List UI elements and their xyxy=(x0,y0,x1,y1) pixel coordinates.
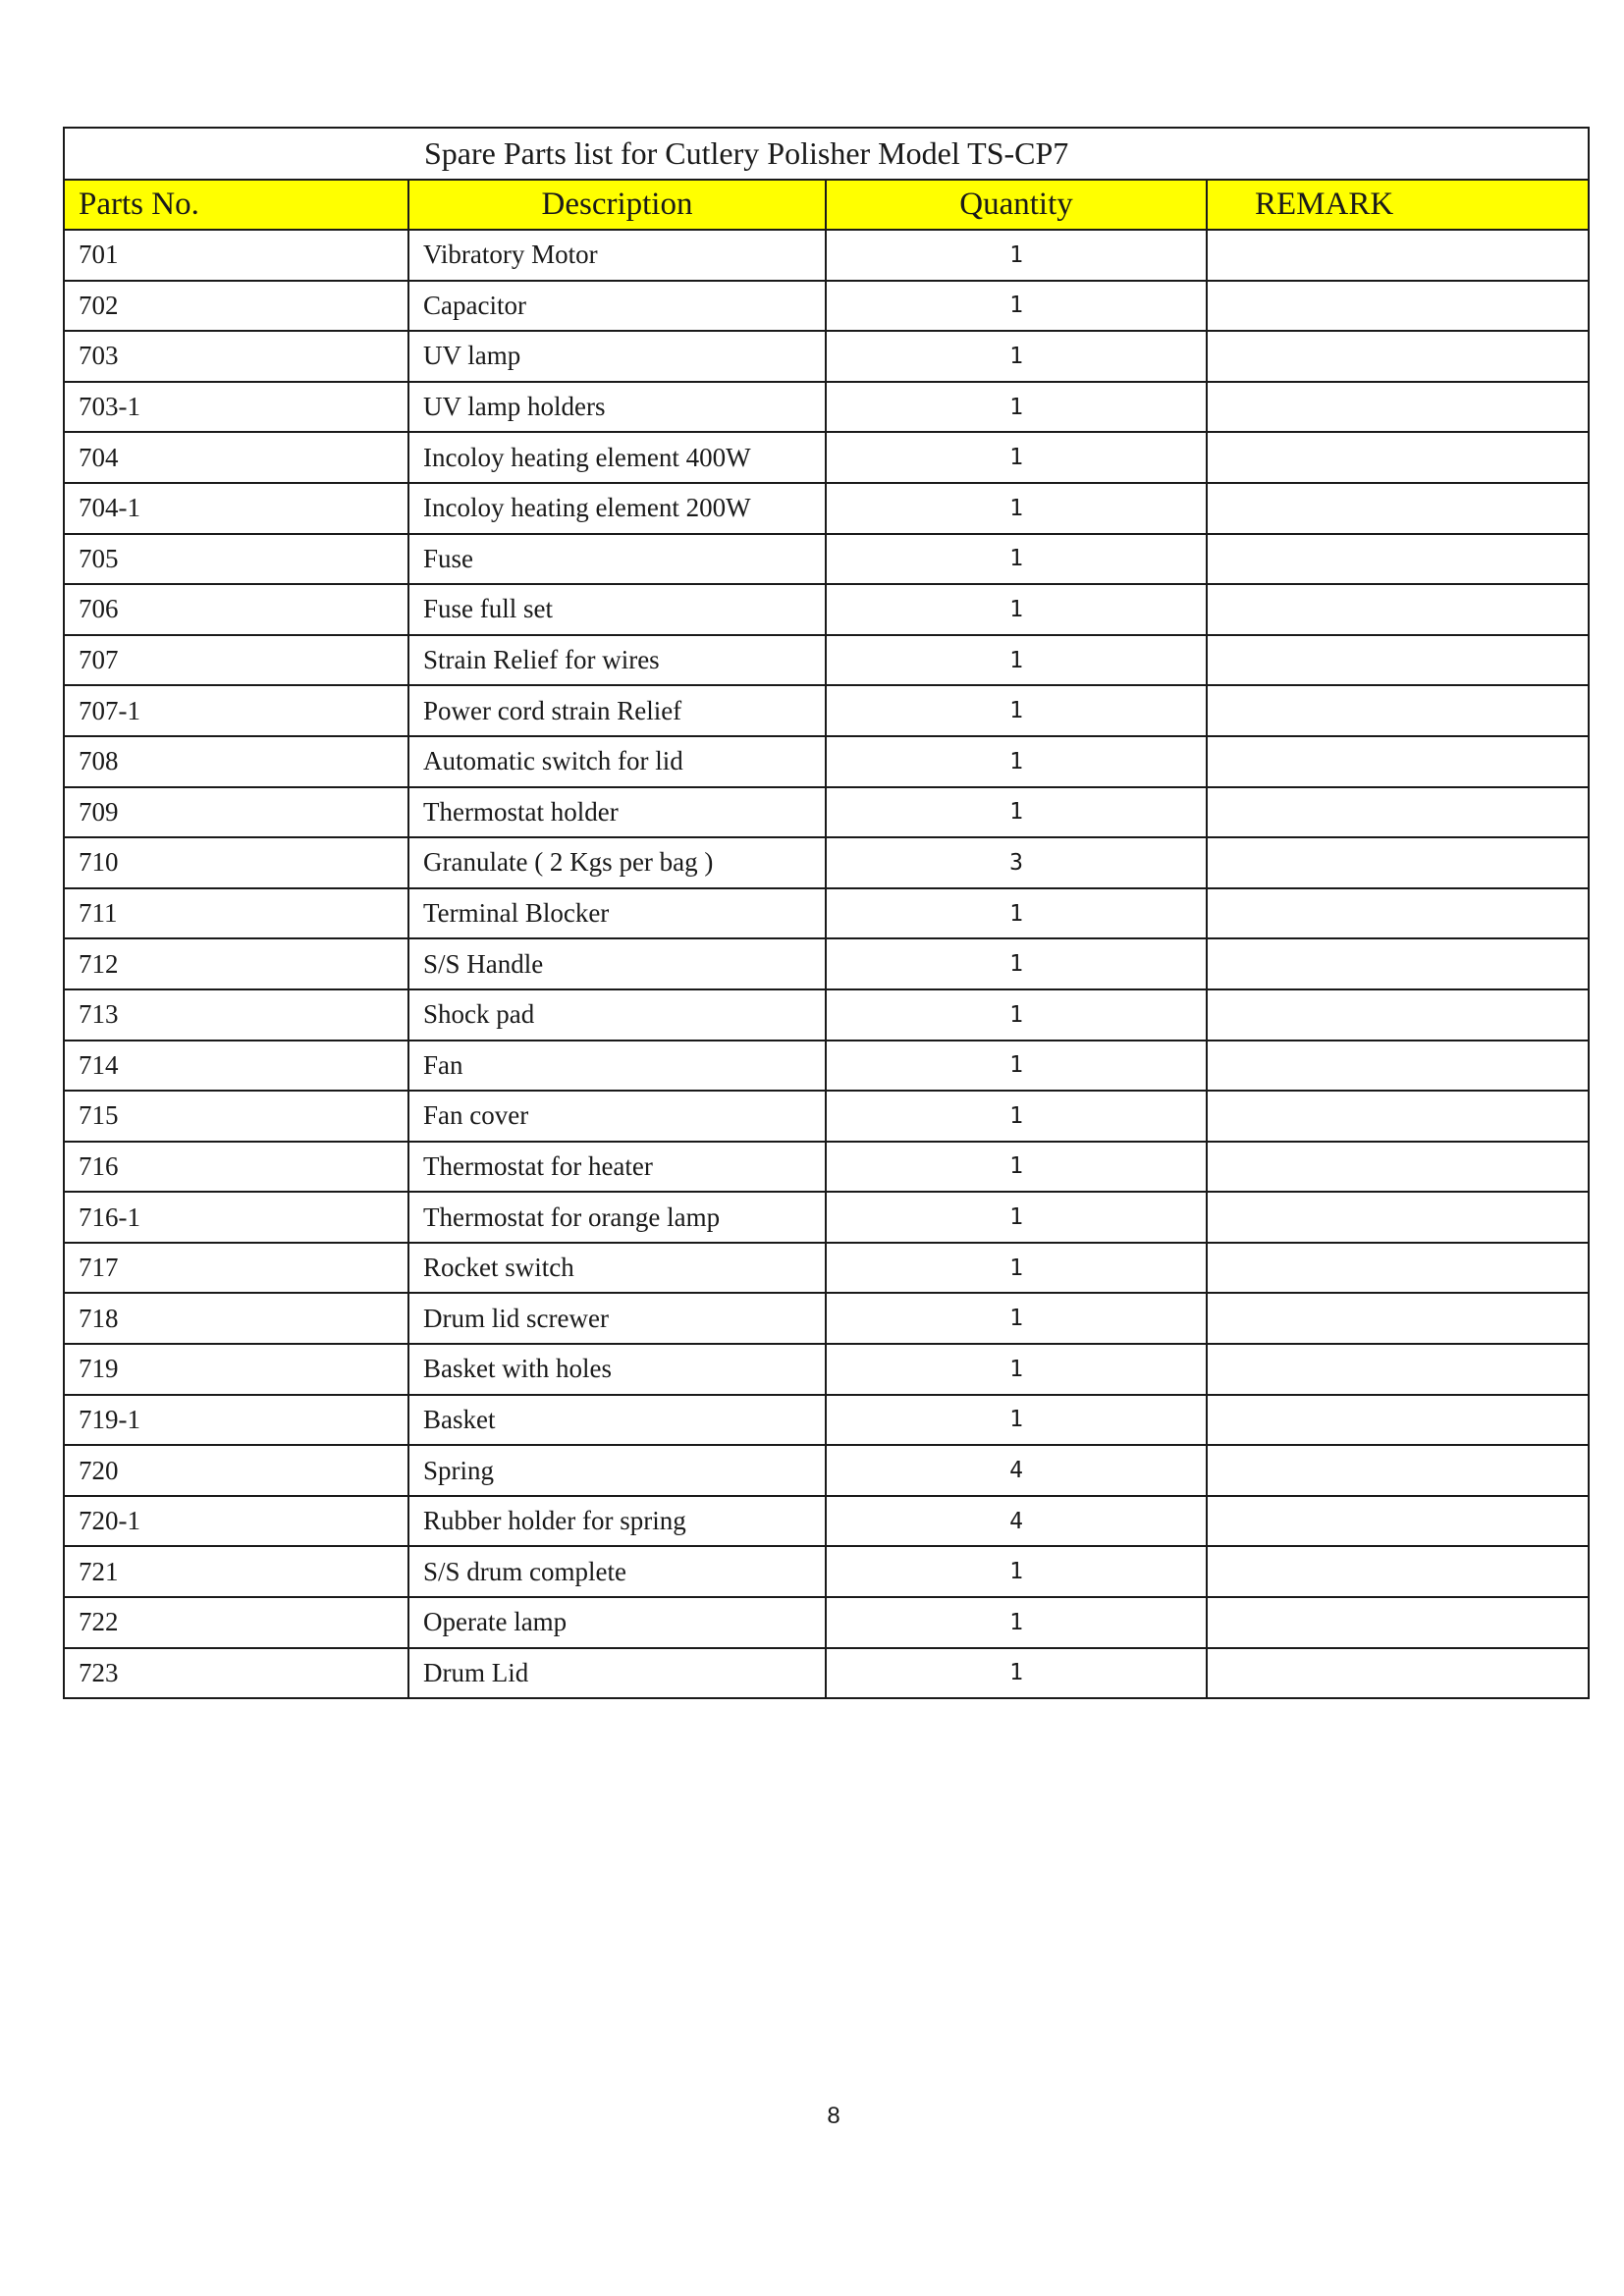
remark-cell xyxy=(1207,736,1589,787)
description-cell: Power cord strain Relief xyxy=(408,685,826,736)
table-row xyxy=(64,989,1589,1041)
quantity-cell: 4 xyxy=(826,1445,1207,1496)
table-row xyxy=(64,230,1589,281)
part-number-cell: 712 xyxy=(64,938,408,989)
quantity-cell: 1 xyxy=(826,1142,1207,1193)
table-row xyxy=(64,331,1589,382)
description-cell: Fuse full set xyxy=(408,584,826,635)
remark-cell xyxy=(1207,1496,1589,1547)
quantity-cell: 1 xyxy=(826,1091,1207,1142)
description-cell: S/S drum complete xyxy=(408,1546,826,1597)
remark-cell xyxy=(1207,281,1589,332)
remark-cell xyxy=(1207,534,1589,585)
part-number-cell: 719 xyxy=(64,1344,408,1395)
description-cell: UV lamp holders xyxy=(408,382,826,433)
description-cell: Shock pad xyxy=(408,989,826,1041)
remark-cell xyxy=(1207,1041,1589,1092)
quantity-cell: 3 xyxy=(826,837,1207,888)
column-header-description: Description xyxy=(408,180,826,230)
remark-cell xyxy=(1207,230,1589,281)
quantity-cell: 1 xyxy=(826,888,1207,939)
remark-cell xyxy=(1207,787,1589,838)
quantity-cell: 1 xyxy=(826,1344,1207,1395)
table-row xyxy=(64,635,1589,686)
table-row xyxy=(64,685,1589,736)
column-header-remark: REMARK xyxy=(1207,180,1589,230)
table-row xyxy=(64,1142,1589,1193)
table-row xyxy=(64,432,1589,483)
part-number-cell: 716-1 xyxy=(64,1192,408,1243)
remark-cell xyxy=(1207,1142,1589,1193)
table-row xyxy=(64,888,1589,939)
quantity-cell: 1 xyxy=(826,1546,1207,1597)
description-cell: Basket with holes xyxy=(408,1344,826,1395)
description-cell: Strain Relief for wires xyxy=(408,635,826,686)
table-row xyxy=(64,534,1589,585)
table-row xyxy=(64,1091,1589,1142)
table-row xyxy=(64,787,1589,838)
table-row xyxy=(64,736,1589,787)
quantity-cell: 1 xyxy=(826,1395,1207,1446)
description-cell: Thermostat for heater xyxy=(408,1142,826,1193)
part-number-cell: 714 xyxy=(64,1041,408,1092)
column-header-quantity: Quantity xyxy=(826,180,1207,230)
table-row xyxy=(64,1648,1589,1699)
table-row xyxy=(64,1546,1589,1597)
quantity-cell: 1 xyxy=(826,483,1207,534)
spare-parts-table-body xyxy=(64,128,1589,1698)
part-number-cell: 722 xyxy=(64,1597,408,1648)
description-cell: S/S Handle xyxy=(408,938,826,989)
part-number-cell: 703 xyxy=(64,331,408,382)
quantity-cell: 1 xyxy=(826,584,1207,635)
description-cell: Vibratory Motor xyxy=(408,230,826,281)
quantity-cell: 1 xyxy=(826,685,1207,736)
part-number-cell: 706 xyxy=(64,584,408,635)
description-cell: Thermostat for orange lamp xyxy=(408,1192,826,1243)
table-title-cell xyxy=(64,128,1589,180)
quantity-cell: 1 xyxy=(826,1041,1207,1092)
quantity-cell: 1 xyxy=(826,382,1207,433)
part-number-cell: 723 xyxy=(64,1648,408,1699)
description-cell: Incoloy heating element 200W xyxy=(408,483,826,534)
table-row xyxy=(64,837,1589,888)
quantity-cell: 4 xyxy=(826,1496,1207,1547)
quantity-cell: 1 xyxy=(826,1243,1207,1294)
part-number-cell: 709 xyxy=(64,787,408,838)
part-number-cell: 715 xyxy=(64,1091,408,1142)
description-cell: Capacitor xyxy=(408,281,826,332)
quantity-cell: 1 xyxy=(826,1192,1207,1243)
description-cell: Drum Lid xyxy=(408,1648,826,1699)
table-row xyxy=(64,483,1589,534)
page-number: 8 xyxy=(827,2103,840,2129)
part-number-cell: 711 xyxy=(64,888,408,939)
part-number-cell: 716 xyxy=(64,1142,408,1193)
remark-cell xyxy=(1207,1395,1589,1446)
table-row xyxy=(64,1445,1589,1496)
part-number-cell: 707 xyxy=(64,635,408,686)
part-number-cell: 708 xyxy=(64,736,408,787)
column-header-parts-no: Parts No. xyxy=(64,180,408,230)
part-number-cell: 705 xyxy=(64,534,408,585)
table-row xyxy=(64,584,1589,635)
quantity-cell: 1 xyxy=(826,736,1207,787)
quantity-cell: 1 xyxy=(826,787,1207,838)
table-row xyxy=(64,1496,1589,1547)
description-cell: Fan xyxy=(408,1041,826,1092)
description-cell: Fuse xyxy=(408,534,826,585)
quantity-cell: 1 xyxy=(826,1597,1207,1648)
description-cell: Automatic switch for lid xyxy=(408,736,826,787)
part-number-cell: 710 xyxy=(64,837,408,888)
remark-cell xyxy=(1207,1546,1589,1597)
remark-cell xyxy=(1207,1445,1589,1496)
quantity-cell: 1 xyxy=(826,281,1207,332)
description-cell: Thermostat holder xyxy=(408,787,826,838)
remark-cell xyxy=(1207,1597,1589,1648)
remark-cell xyxy=(1207,584,1589,635)
table-row xyxy=(64,1344,1589,1395)
quantity-cell: 1 xyxy=(826,432,1207,483)
part-number-cell: 704 xyxy=(64,432,408,483)
table-title: Spare Parts list for Cutlery Polisher Model TS-CP7 xyxy=(424,135,1069,171)
remark-cell xyxy=(1207,837,1589,888)
remark-cell xyxy=(1207,938,1589,989)
table-row xyxy=(64,382,1589,433)
remark-cell xyxy=(1207,1091,1589,1142)
remark-cell xyxy=(1207,685,1589,736)
part-number-cell: 720 xyxy=(64,1445,408,1496)
remark-cell xyxy=(1207,989,1589,1041)
table-row xyxy=(64,1243,1589,1294)
table-row xyxy=(64,1597,1589,1648)
description-cell: Operate lamp xyxy=(408,1597,826,1648)
description-cell: Drum lid screwer xyxy=(408,1293,826,1344)
table-title-row xyxy=(64,128,1589,180)
description-cell: Spring xyxy=(408,1445,826,1496)
remark-cell xyxy=(1207,1192,1589,1243)
remark-cell xyxy=(1207,635,1589,686)
table-row xyxy=(64,281,1589,332)
part-number-cell: 718 xyxy=(64,1293,408,1344)
remark-cell xyxy=(1207,1344,1589,1395)
description-cell: UV lamp xyxy=(408,331,826,382)
description-cell: Rocket switch xyxy=(408,1243,826,1294)
quantity-cell: 1 xyxy=(826,230,1207,281)
part-number-cell: 717 xyxy=(64,1243,408,1294)
table-row xyxy=(64,938,1589,989)
quantity-cell: 1 xyxy=(826,331,1207,382)
remark-cell xyxy=(1207,1293,1589,1344)
remark-cell xyxy=(1207,432,1589,483)
quantity-cell: 1 xyxy=(826,635,1207,686)
description-cell: Incoloy heating element 400W xyxy=(408,432,826,483)
part-number-cell: 713 xyxy=(64,989,408,1041)
table-row xyxy=(64,1395,1589,1446)
table-row xyxy=(64,1293,1589,1344)
part-number-cell: 702 xyxy=(64,281,408,332)
remark-cell xyxy=(1207,331,1589,382)
remark-cell xyxy=(1207,888,1589,939)
table-header-row xyxy=(64,180,1589,230)
remark-cell xyxy=(1207,382,1589,433)
quantity-cell: 1 xyxy=(826,1293,1207,1344)
part-number-cell: 719-1 xyxy=(64,1395,408,1446)
table-row xyxy=(64,1192,1589,1243)
quantity-cell: 1 xyxy=(826,1648,1207,1699)
quantity-cell: 1 xyxy=(826,938,1207,989)
quantity-cell: 1 xyxy=(826,534,1207,585)
description-cell: Granulate ( 2 Kgs per bag ) xyxy=(408,837,826,888)
part-number-cell: 707-1 xyxy=(64,685,408,736)
description-cell: Rubber holder for spring xyxy=(408,1496,826,1547)
quantity-cell: 1 xyxy=(826,989,1207,1041)
remark-cell xyxy=(1207,1243,1589,1294)
remark-cell xyxy=(1207,483,1589,534)
part-number-cell: 721 xyxy=(64,1546,408,1597)
description-cell: Terminal Blocker xyxy=(408,888,826,939)
table-row xyxy=(64,1041,1589,1092)
part-number-cell: 720-1 xyxy=(64,1496,408,1547)
remark-cell xyxy=(1207,1648,1589,1699)
description-cell: Fan cover xyxy=(408,1091,826,1142)
part-number-cell: 703-1 xyxy=(64,382,408,433)
part-number-cell: 701 xyxy=(64,230,408,281)
description-cell: Basket xyxy=(408,1395,826,1446)
part-number-cell: 704-1 xyxy=(64,483,408,534)
spare-parts-table xyxy=(63,127,1590,1699)
